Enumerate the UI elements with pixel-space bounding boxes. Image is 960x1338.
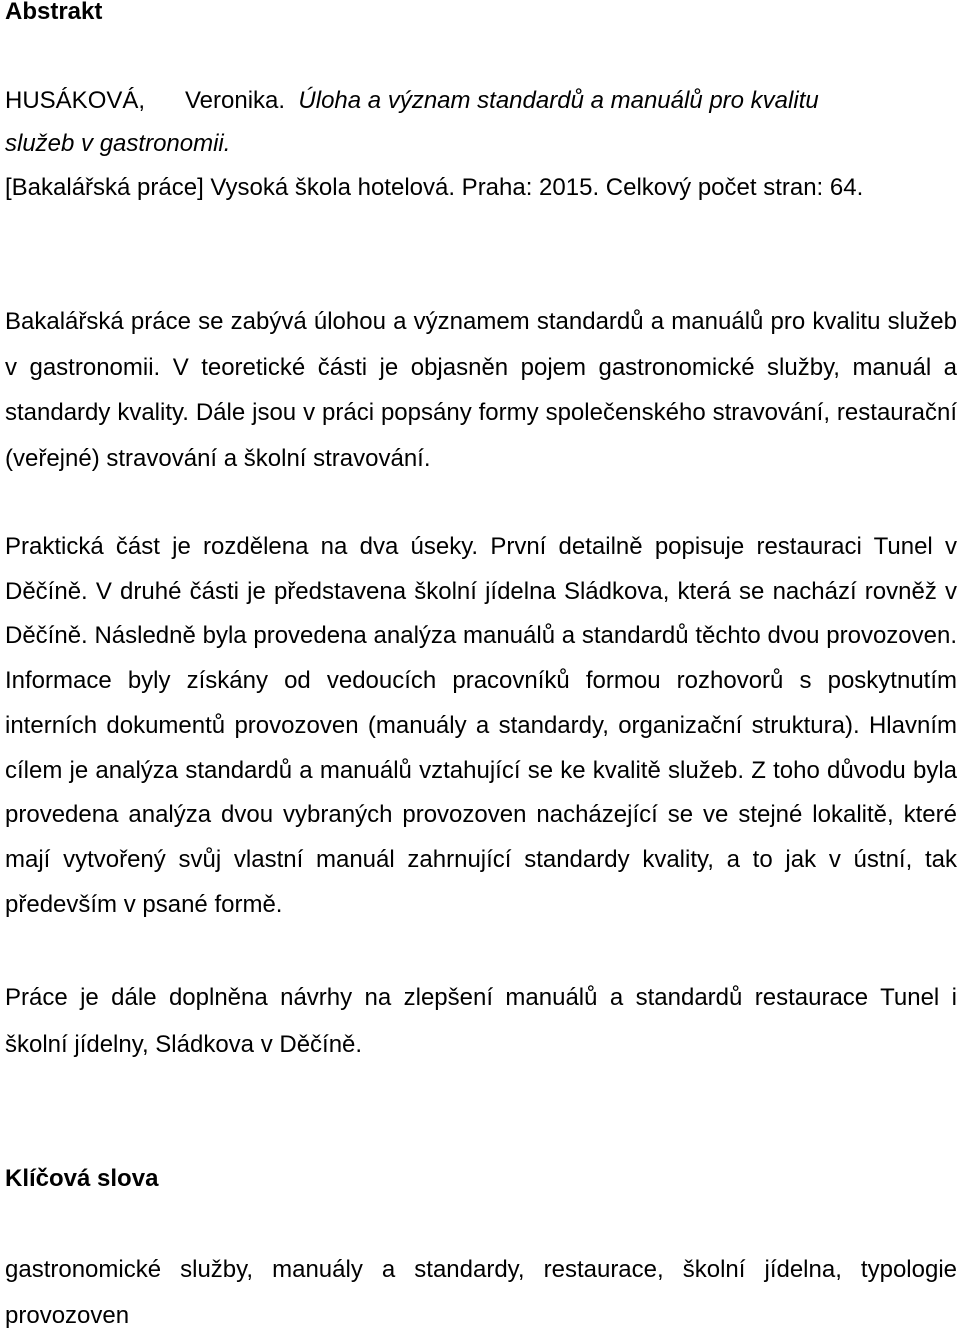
author-given-name: Veronika. xyxy=(185,87,286,114)
thesis-title-part2: služeb v gastronomii. xyxy=(5,130,231,157)
citation xyxy=(5,86,957,202)
abstract-paragraph-3: Práce je dále doplněna návrhy na zlepšení manuálů a standardů restaurace Tunel i školní jídelny, Sládkova v Děčíně. xyxy=(5,984,957,1058)
citation-title-line xyxy=(5,86,957,115)
author-surname: HUSÁKOVÁ, xyxy=(5,87,146,114)
citation-details: [Bakalářská práce] Vysoká škola hotelová. Praha: 2015. Celkový počet stran: 64. xyxy=(5,174,864,201)
citation-title-line-2 xyxy=(5,129,957,158)
keywords-heading: Klíčová slova xyxy=(5,1165,159,1192)
abstract-paragraph-1: Bakalářská práce se zabývá úlohou a významem standardů a manuálů pro kvalitu služeb v gastronomii. V teoretické části je objasněn pojem gastronomické služby, manuál a standardy kvality. Dále jsou v práci popsány formy společenského stravování, restaurační (veřejné) stravování a školní stravování. xyxy=(5,308,957,472)
thesis-title-part1: Úloha a význam standardů a manuálů pro kvalitu xyxy=(298,87,819,114)
abstract-heading: Abstrakt xyxy=(5,0,103,25)
abstract-paragraph-2: Praktická část je rozdělena na dva úseky. První detailně popisuje restauraci Tunel v Děčíně. V druhé části je představena školní jídelna Sládkova, která se nachází rovněž v Děčíně. Následně byla provedena analýza manuálů a standardů těchto dvou provozoven. Informace byly získány od vedoucích pracovníků formou rozhovorů s poskytnutím interních dokumentů provozoven (manuály a standardy, organizační struktura). Hlavním cílem je analýza standardů a manuálů vztahující se ke kvalitě služeb. Z toho důvodu byla provedena analýza dvou vybraných provozoven nacházející se ve stejné lokalitě, které mají vytvořený svůj vlastní manuál zahrnující standardy kvality, a to jak v ústní, tak především v psané formě. xyxy=(5,533,957,918)
keywords-text: gastronomické služby, manuály a standardy, restaurace, školní jídelna, typologie provozoven xyxy=(5,1256,957,1329)
